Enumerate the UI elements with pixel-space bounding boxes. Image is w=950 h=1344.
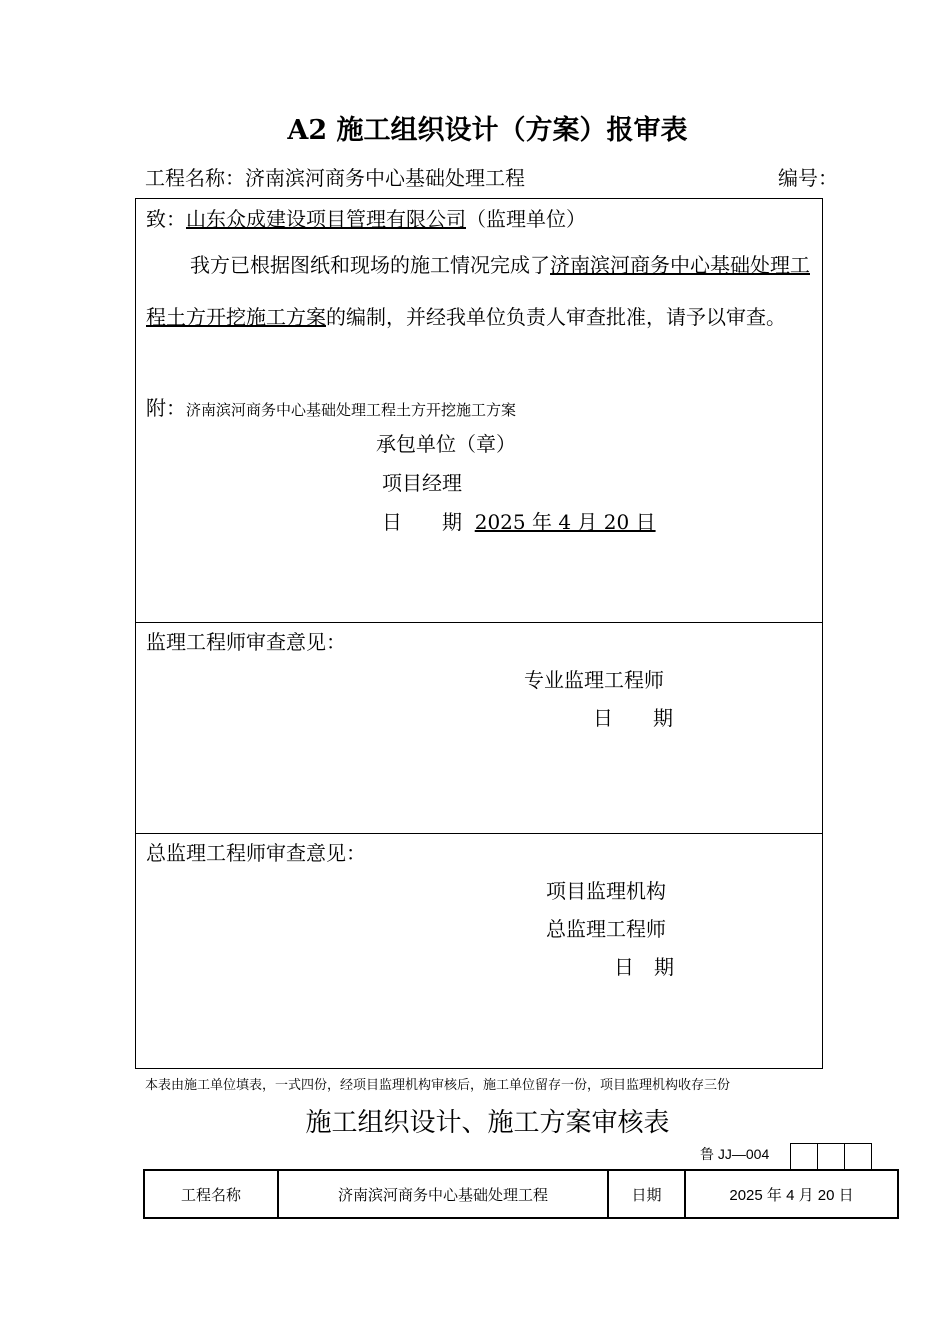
code-box-2: [817, 1143, 845, 1170]
to-suffix: （监理单位）: [466, 207, 586, 231]
form-title: A2 施工组织设计（方案）报审表: [287, 115, 688, 146]
pro-engineer-label: 专业监理工程师: [524, 668, 664, 692]
code-box-1: [790, 1143, 818, 1170]
engineer-opinion-label: 监理工程师审查意见：: [146, 630, 346, 654]
plan-name: 济南滨河商务中心基础处理工程土方开挖施工方案: [146, 253, 810, 329]
project-name: 济南滨河商务中心基础处理工程: [245, 166, 525, 190]
project-label-cell: 工程名称: [144, 1170, 278, 1218]
date-value: 2025 年 4 月 20 日: [474, 510, 656, 534]
body-pre: 我方已根据图纸和现场的施工情况完成了: [190, 253, 550, 277]
form-code: 鲁 JJ—004: [700, 1146, 770, 1162]
date-label-cell: 日期: [608, 1170, 685, 1218]
submission-section: [135, 198, 823, 622]
review-title: 施工组织设计、施工方案审核表: [305, 1108, 670, 1138]
project-line: [145, 162, 525, 191]
chief-label: 总监理工程师: [546, 917, 666, 941]
contractor-label: 承包单位（章）: [376, 432, 516, 456]
date-line: [382, 506, 656, 535]
footnote: 本表由施工单位填表，一式四份，经项目监理机构审核后，施工单位留存一份，项目监理机构收存三份: [145, 1078, 731, 1093]
engineer-section: [135, 622, 823, 833]
supervision-unit: 山东众成建设项目管理有限公司: [186, 207, 466, 231]
code-box-3: [844, 1143, 872, 1170]
chief-date-label: 日 期: [614, 955, 674, 979]
org-label: 项目监理机构: [546, 879, 666, 903]
body-post: 的编制，并经我单位负责人审查批准，请予以审查。: [326, 305, 786, 329]
chief-opinion-label: 总监理工程师审查意见：: [146, 841, 366, 865]
table-row: [144, 1170, 898, 1218]
review-table: [143, 1169, 899, 1219]
date-value-cell: 2025 年 4 月 20 日: [685, 1170, 898, 1218]
date-label: 日 期: [382, 510, 462, 534]
project-label: 工程名称：: [145, 166, 245, 190]
body-paragraph: [146, 239, 818, 343]
pm-label: 项目经理: [382, 471, 462, 495]
number-label: 编号：: [778, 166, 838, 190]
addressee-line: [146, 203, 586, 232]
chief-section: [135, 833, 823, 1069]
attach-label: 附：: [146, 396, 186, 420]
project-value-cell: 济南滨河商务中心基础处理工程: [278, 1170, 608, 1218]
to-label: 致：: [146, 207, 186, 231]
engineer-date-label: 日 期: [593, 706, 673, 730]
attach-text: 济南滨河商务中心基础处理工程土方开挖施工方案: [186, 401, 517, 419]
attachment-line: [146, 392, 516, 421]
